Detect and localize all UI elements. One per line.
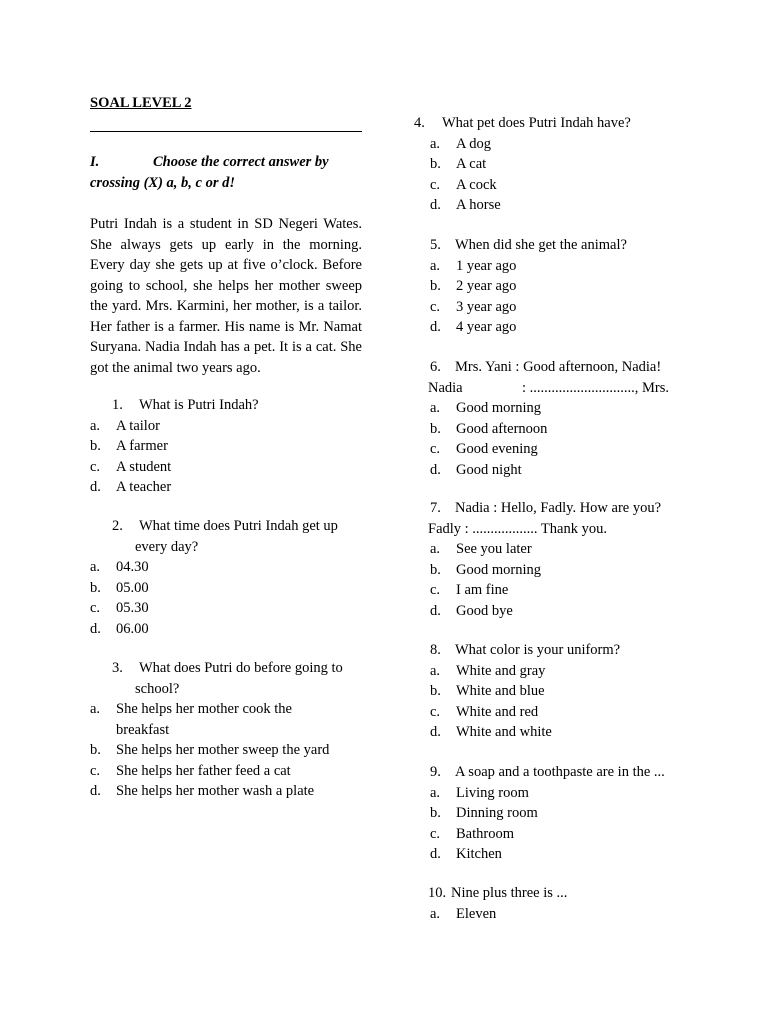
option-text: She helps her mother sweep the yard: [116, 742, 330, 758]
option-a[interactable]: [412, 661, 620, 682]
option-letter: c.: [430, 298, 441, 315]
option-c[interactable]: [412, 824, 665, 845]
option-letter: d.: [90, 620, 101, 637]
option-letter: b.: [430, 156, 441, 172]
option-text: Good evening: [456, 441, 538, 457]
option-text: White and red: [456, 703, 539, 720]
option-text: 2 year ago: [456, 278, 517, 294]
option-letter: d.: [430, 846, 441, 862]
option-text: Good night: [456, 461, 522, 478]
question-text: What pet does Putri Indah have?: [442, 115, 631, 131]
option-letter: b.: [90, 438, 101, 454]
question-text: When did she get the animal?: [455, 237, 627, 253]
option-text: Kitchen: [456, 846, 502, 862]
option-letter: c.: [430, 582, 441, 598]
option-text: 05.00: [116, 579, 149, 596]
option-letter: a.: [430, 135, 441, 152]
instruction-line1: Choose the correct answer by: [153, 154, 329, 170]
option-letter: b.: [430, 278, 441, 294]
question-8: [412, 640, 620, 743]
option-letter: b.: [90, 742, 101, 758]
question-text: What color is your uniform?: [455, 642, 621, 658]
question-1: [90, 395, 259, 498]
question-number: 10.: [428, 885, 447, 901]
option-b[interactable]: [412, 681, 620, 702]
instruction: [90, 152, 362, 194]
option-text: A cat: [456, 156, 487, 172]
reading-passage: Putri Indah is a student in SD Negeri Wates. She always gets up early in the morning. Every day she gets up at five o’clock. Before going to school, she helps her mother sweep the yard. Mrs. Karmini, her mother, is a tailor. Her father is a farmer. His name is Mr. Namat Suryana. Nadia Indah has a pet. It is a cat. She got the animal two years ago.: [90, 216, 362, 376]
option-letter: b.: [430, 561, 441, 578]
option-letter: d.: [430, 602, 441, 619]
dialog-blank: : ............................., Mrs.: [522, 379, 670, 396]
option-text: Eleven: [456, 905, 497, 922]
option-text: White and white: [456, 724, 552, 740]
option-d[interactable]: [412, 722, 620, 743]
option-letter: a.: [430, 541, 441, 557]
option-text: A horse: [456, 197, 501, 213]
option-letter: b.: [430, 683, 441, 699]
option-c[interactable]: [90, 598, 338, 619]
option-a[interactable]: [412, 398, 669, 419]
option-text: White and blue: [456, 683, 545, 699]
option-letter: a.: [430, 905, 441, 922]
option-d[interactable]: [412, 317, 627, 338]
question-text: What does Putri do before going to: [139, 660, 343, 676]
question-number: 7.: [430, 500, 441, 516]
question-number: 5.: [430, 237, 441, 253]
option-text: I am fine: [456, 582, 509, 598]
instruction-line2: crossing (X) a, b, c or d!: [90, 175, 236, 191]
option-b[interactable]: [90, 578, 338, 599]
option-text: She helps her father feed a cat: [116, 762, 291, 779]
dialog-line: Fadly : .................. Thank you.: [428, 520, 607, 537]
option-letter: c.: [430, 703, 441, 720]
question-5: [412, 235, 627, 338]
option-text: White and gray: [456, 662, 546, 679]
option-a[interactable]: [412, 783, 665, 804]
option-b[interactable]: [90, 436, 259, 457]
option-a[interactable]: [412, 134, 631, 155]
question-text: A soap and a toothpaste are in the ...: [455, 764, 665, 780]
question-9: [412, 762, 665, 865]
option-letter: a.: [90, 701, 101, 717]
option-c[interactable]: [412, 580, 661, 601]
instruction-number: I.: [90, 154, 100, 170]
question-6: [412, 357, 669, 480]
option-letter: c.: [430, 825, 441, 842]
option-a[interactable]: [412, 539, 661, 560]
option-text: 05.30: [116, 600, 149, 616]
option-text: A tailor: [116, 417, 160, 434]
option-letter: b.: [90, 579, 101, 596]
question-text: Nadia : Hello, Fadly. How are you?: [455, 500, 662, 516]
option-text: 04.30: [116, 559, 149, 575]
option-text: See you later: [456, 541, 532, 557]
option-d[interactable]: [412, 460, 669, 481]
dialog-speaker: Nadia: [428, 379, 463, 396]
option-b[interactable]: [412, 803, 665, 824]
option-c[interactable]: [412, 702, 620, 723]
option-a[interactable]: [90, 416, 259, 437]
question-text: Mrs. Yani : Good afternoon, Nadia!: [455, 359, 662, 375]
option-text: Good afternoon: [456, 420, 548, 437]
option-c[interactable]: [90, 761, 343, 782]
option-letter: c.: [90, 600, 101, 616]
option-letter: c.: [90, 458, 101, 475]
option-letter: a.: [430, 257, 441, 274]
option-b[interactable]: [90, 740, 343, 761]
question-number: 6.: [430, 359, 441, 375]
question-text: What time does Putri Indah get up: [139, 518, 338, 534]
option-text: 1 year ago: [456, 257, 517, 274]
option-d[interactable]: [412, 844, 665, 865]
option-c[interactable]: [412, 439, 669, 460]
option-text: She helps her mother wash a plate: [116, 783, 315, 799]
option-letter: d.: [430, 197, 441, 213]
option-text: A farmer: [116, 438, 168, 454]
option-text: 06.00: [116, 620, 149, 637]
option-letter: d.: [90, 479, 101, 495]
option-letter: a.: [90, 417, 101, 434]
option-text: She helps her mother cook the: [116, 701, 292, 717]
option-text: A dog: [456, 135, 492, 152]
question-text-cont: every day?: [135, 538, 199, 555]
option-d[interactable]: [90, 477, 259, 498]
question-2: [90, 516, 338, 639]
option-text: A cock: [456, 176, 497, 193]
option-text: Good bye: [456, 602, 513, 619]
option-text: A teacher: [116, 479, 172, 495]
option-d[interactable]: [412, 195, 631, 216]
question-3: [90, 658, 343, 802]
option-a[interactable]: [90, 557, 338, 578]
option-a[interactable]: [90, 699, 343, 720]
title-divider: [90, 131, 362, 132]
question-7: [412, 498, 661, 621]
option-letter: d.: [90, 783, 101, 799]
option-c[interactable]: [412, 297, 627, 318]
option-letter: d.: [430, 724, 441, 740]
option-letter: b.: [430, 805, 441, 821]
page-title: SOAL LEVEL 2: [90, 95, 192, 111]
option-letter: c.: [430, 176, 441, 193]
option-letter: d.: [430, 461, 441, 478]
option-text-cont: breakfast: [116, 721, 170, 738]
option-text: 4 year ago: [456, 319, 517, 335]
option-c[interactable]: [90, 457, 259, 478]
option-letter: a.: [430, 784, 441, 801]
option-a-cont[interactable]: [90, 720, 343, 741]
option-letter: b.: [430, 420, 441, 437]
question-text-cont: school?: [135, 680, 180, 697]
question-number: 8.: [430, 642, 441, 658]
option-d[interactable]: [412, 601, 661, 622]
option-letter: c.: [90, 762, 101, 779]
option-d[interactable]: [90, 619, 338, 640]
option-text: Good morning: [456, 561, 541, 578]
question-text: Nine plus three is ...: [451, 885, 568, 901]
option-a[interactable]: [412, 904, 567, 925]
option-b[interactable]: [412, 560, 661, 581]
option-letter: d.: [430, 319, 441, 335]
option-letter: a.: [430, 662, 441, 679]
option-text: Good morning: [456, 400, 541, 416]
question-number: 2.: [112, 518, 123, 534]
question-text: What is Putri Indah?: [139, 397, 259, 413]
option-b[interactable]: [412, 419, 669, 440]
option-text: Living room: [456, 784, 529, 801]
option-text: Dinning room: [456, 805, 538, 821]
question-number: 1.: [112, 397, 123, 413]
question-4: [412, 113, 631, 216]
option-text: 3 year ago: [456, 298, 517, 315]
option-text: A student: [116, 458, 172, 475]
option-letter: c.: [430, 441, 441, 457]
question-number: 3.: [112, 660, 123, 676]
option-d[interactable]: [90, 781, 343, 802]
option-b[interactable]: [412, 154, 631, 175]
question-10: [412, 883, 567, 924]
option-letter: a.: [430, 400, 441, 416]
option-letter: a.: [90, 559, 101, 575]
question-number: 9.: [430, 764, 441, 780]
option-text: Bathroom: [456, 825, 514, 842]
option-a[interactable]: [412, 256, 627, 277]
question-number: 4.: [414, 115, 425, 131]
option-c[interactable]: [412, 175, 631, 196]
option-b[interactable]: [412, 276, 627, 297]
